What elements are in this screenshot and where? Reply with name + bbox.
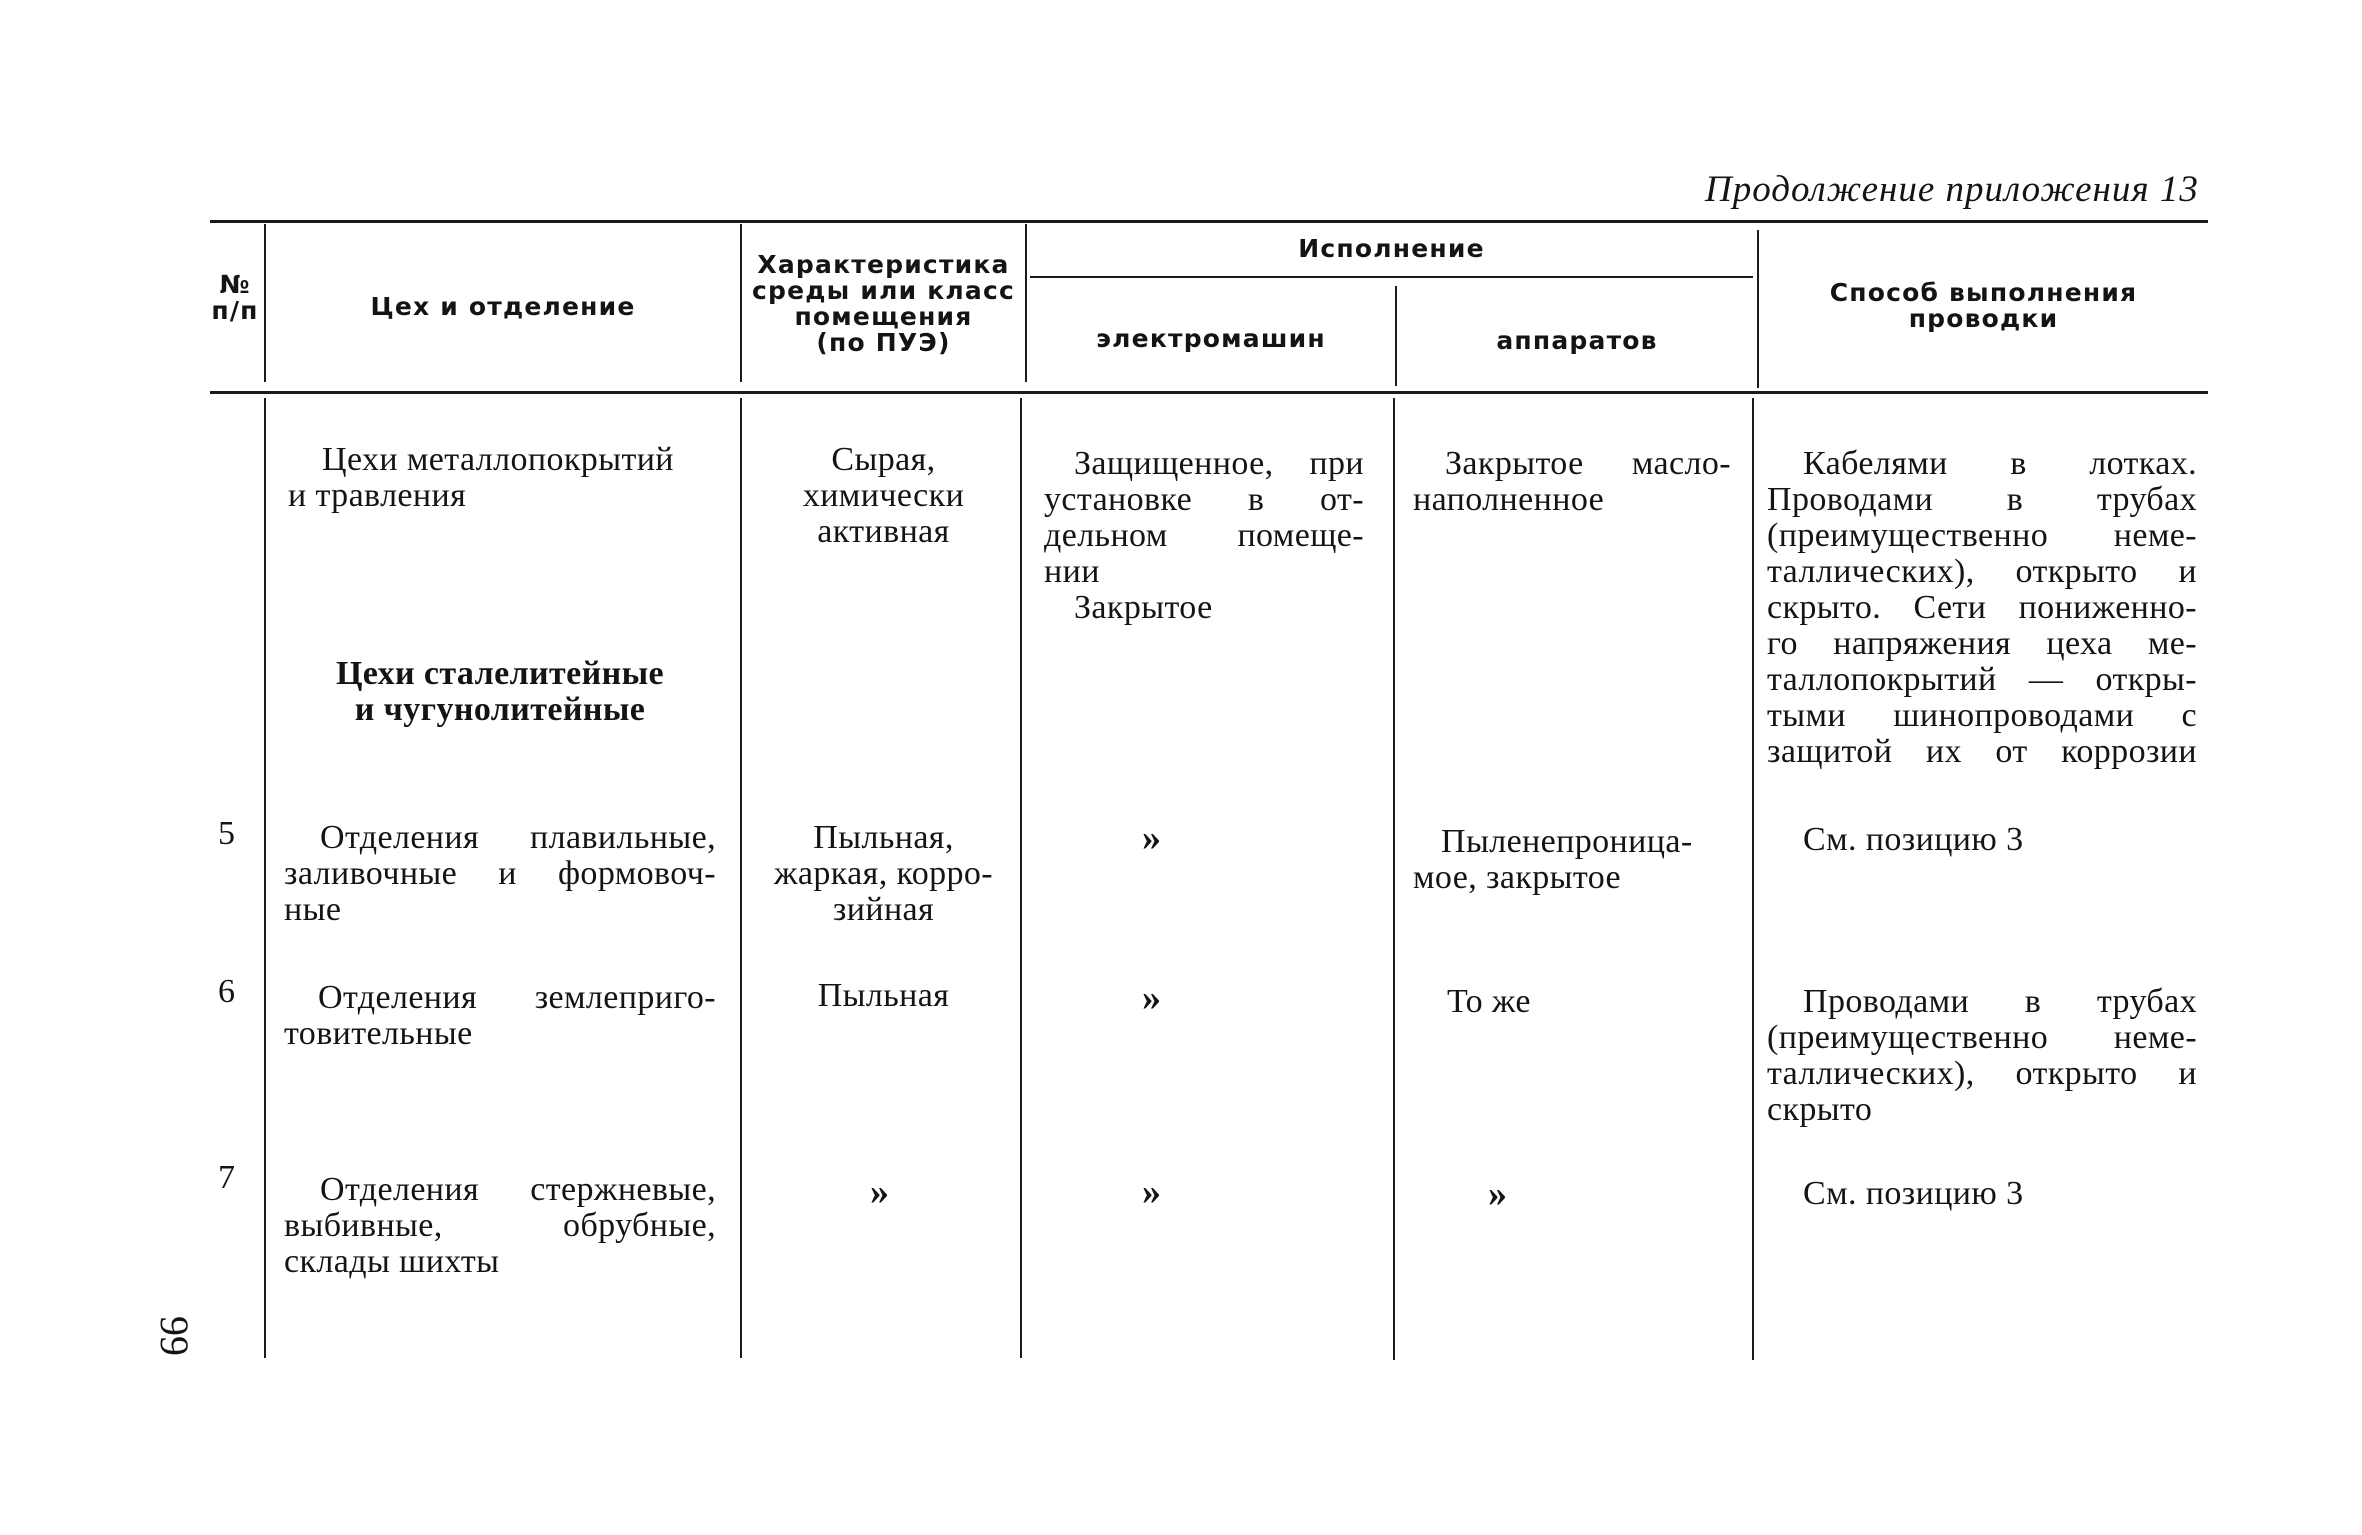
row-6-environment: Пыльная [817, 977, 950, 1014]
row-7-wiring: См. позицию 3 [1803, 1175, 2024, 1212]
row-1-shop: Цехи металлопокрытий и травления [288, 441, 674, 514]
row-7-apparatus-ditto: » [1488, 1173, 1507, 1215]
row-1-apparatus: Закрытое масло- наполненное [1413, 445, 1731, 518]
row-5-machines-ditto: » [1142, 817, 1161, 859]
execution-divider [1030, 276, 1753, 278]
row-7-environment-ditto: » [870, 1171, 889, 1213]
header-shop: Цех и отделение [370, 292, 636, 321]
header-bottom-rule [210, 391, 2208, 394]
header-environment: Характеристика среды или класс помещения (по ПУЭ) [751, 250, 1015, 357]
row-5-wiring: См. позицию 3 [1803, 821, 2024, 858]
row-7-number: 7 [218, 1159, 235, 1196]
row-5-environment: Пыльная, жаркая, корро- зийная [773, 819, 994, 928]
row-1-environment: Сырая, химически активная [802, 441, 965, 550]
row-7-machines-ditto: » [1142, 1171, 1161, 1213]
table-top-rule [210, 220, 2208, 223]
row-6-machines-ditto: » [1142, 977, 1161, 1019]
header-apparatus: аппаратов [1496, 326, 1658, 355]
row-5-apparatus: Пыленепроница- мое, закрытое [1413, 823, 1693, 896]
row-6-shop: Отделения землеприго- товительные [284, 979, 716, 1052]
header-col-divider-3 [1025, 224, 1027, 382]
row-6-number: 6 [218, 973, 235, 1010]
row-1-machines: Защищенное, при установке в от- дельном помеще- нии Закрытое [1044, 445, 1364, 626]
continuation-caption: Продолжение приложения 13 [1705, 169, 2199, 210]
header-execution: Исполнение [1298, 234, 1485, 263]
row-5-number: 5 [218, 815, 235, 852]
row-1-wiring: Кабелями в лотках. Проводами в трубах (преимущественно неме- таллических), открыто и скрыто. Сети пониженно- го напряжения цеха ме- таллопокрытий — откры- тыми шинопроводами с защитой их от коррозии [1767, 445, 2197, 770]
row-7-shop: Отделения стержневые, выбивные, обрубные, склады шихты [284, 1171, 716, 1280]
body-col-divider-1 [264, 398, 266, 1358]
row-6-apparatus: То же [1447, 983, 1531, 1020]
body-col-divider-5 [1752, 398, 1754, 1360]
header-machines: электромашин [1096, 324, 1326, 353]
row-5-shop: Отделения плавильные, заливочные и формовоч- ные [284, 819, 716, 928]
row-6-wiring: Проводами в трубах (преимущественно неме- таллических), открыто и скрыто [1767, 983, 2197, 1128]
section-title-steel-foundry: Цехи сталелитейные и чугунолитейные [335, 655, 665, 728]
header-wiring: Способ выполнения проводки [1829, 278, 2138, 333]
page-number: 99 [152, 1316, 197, 1356]
body-col-divider-4 [1393, 398, 1395, 1360]
header-number: № п/п [211, 270, 259, 325]
